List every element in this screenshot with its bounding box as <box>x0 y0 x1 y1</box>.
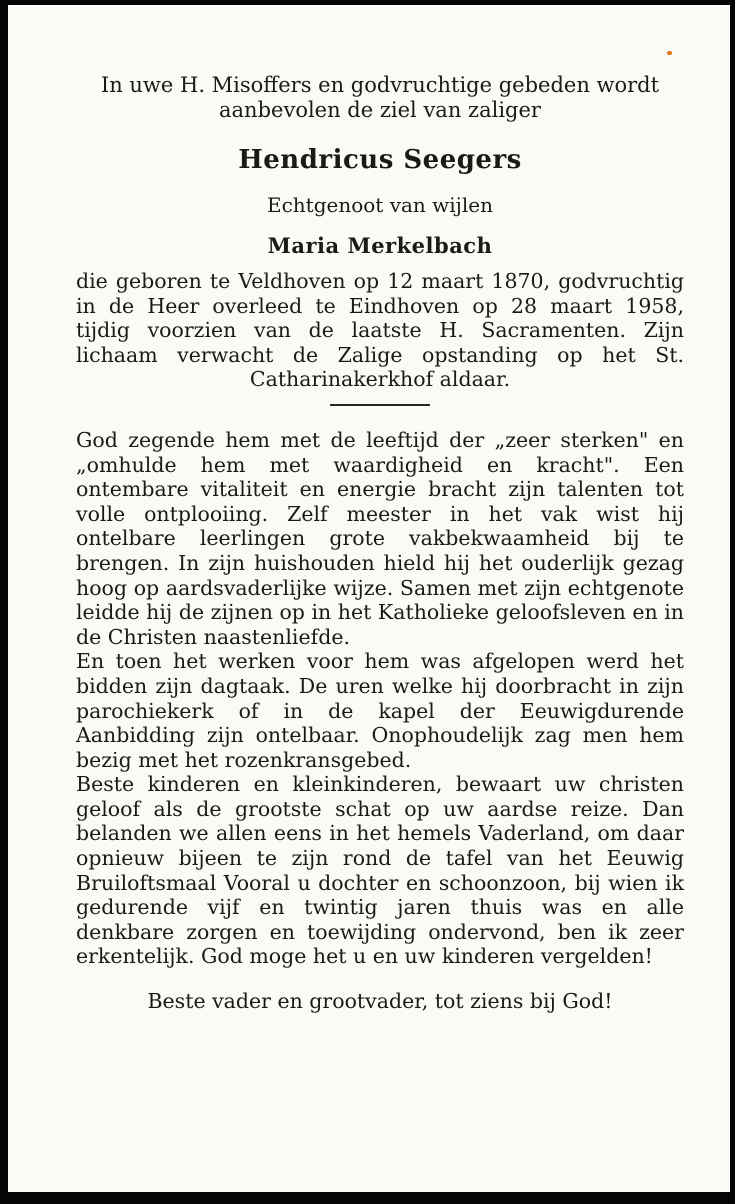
eulogy-paragraph: God zegende hem met de leeftijd der „zeer sterken" en „omhulde hem met waardigheid en kracht". Een ontembare vitaliteit en energie bracht zijn talenten tot volle ontplooiing. Zelf meester in het vak wist hij ontelbare leerlingen grote vakbekwaamheid bij te brengen. In zijn huishouden hield hij het ouderlijk gezag hoog op aardsvaderlijke wijze. Samen met zijn echtgenote leidde hij de zijnen op in het Katholieke geloofsleven en in de Christen naastenliefde. <box>76 427 684 649</box>
deceased-name: Hendricus Seegers <box>238 145 522 175</box>
eulogy-body <box>76 428 684 969</box>
memorial-card <box>8 5 730 1192</box>
spouse-name: Maria Merkelbach <box>267 233 493 258</box>
closing-line: Beste vader en grootvader, tot ziens bij God! <box>147 989 613 1014</box>
divider-line <box>330 404 430 406</box>
ink-spot <box>667 51 672 55</box>
card-content <box>76 73 684 1014</box>
intro-text: In uwe H. Misoffers en godvruchtige gebeden wordt aanbevolen de ziel van zaliger <box>100 73 660 122</box>
biography-text: die geboren te Veldhoven op 12 maart 1870, godvruchtig in de Heer overleed te Eindhoven op 28 maart 1958, tijdig voorzien van de laatste H. Sacramenten. Zijn lichaam verwacht de Zalige opstanding op het St. Catharinakerkhof aldaar. <box>76 269 684 392</box>
eulogy-paragraph: Beste kinderen en kleinkinderen, bewaart uw christen geloof als de grootste schat op uw aardse reize. Dan belanden we allen eens in het hemels Vaderland, om daar opnieuw bijeen te zijn rond de tafel van het Eeuwig Bruiloftsmaal Vooral u dochter en schoonzoon, bij wien ik gedurende vijf en twintig jaren thuis was en alle denkbare zorgen en toewijding ondervond, ben ik zeer erkentelijk. God moge het u en uw kinderen vergelden! <box>76 772 684 969</box>
spouse-label: Echtgenoot van wijlen <box>266 193 493 217</box>
eulogy-paragraph: En toen het werken voor hem was afgelopen werd het bidden zijn dagtaak. De uren welke hij doorbracht in zijn parochiekerk of in de kapel der Eeuwigdurende Aanbidding zijn ontelbaar. Onophoudelijk zag men hem bezig met het rozenkransgebed. <box>76 649 684 772</box>
